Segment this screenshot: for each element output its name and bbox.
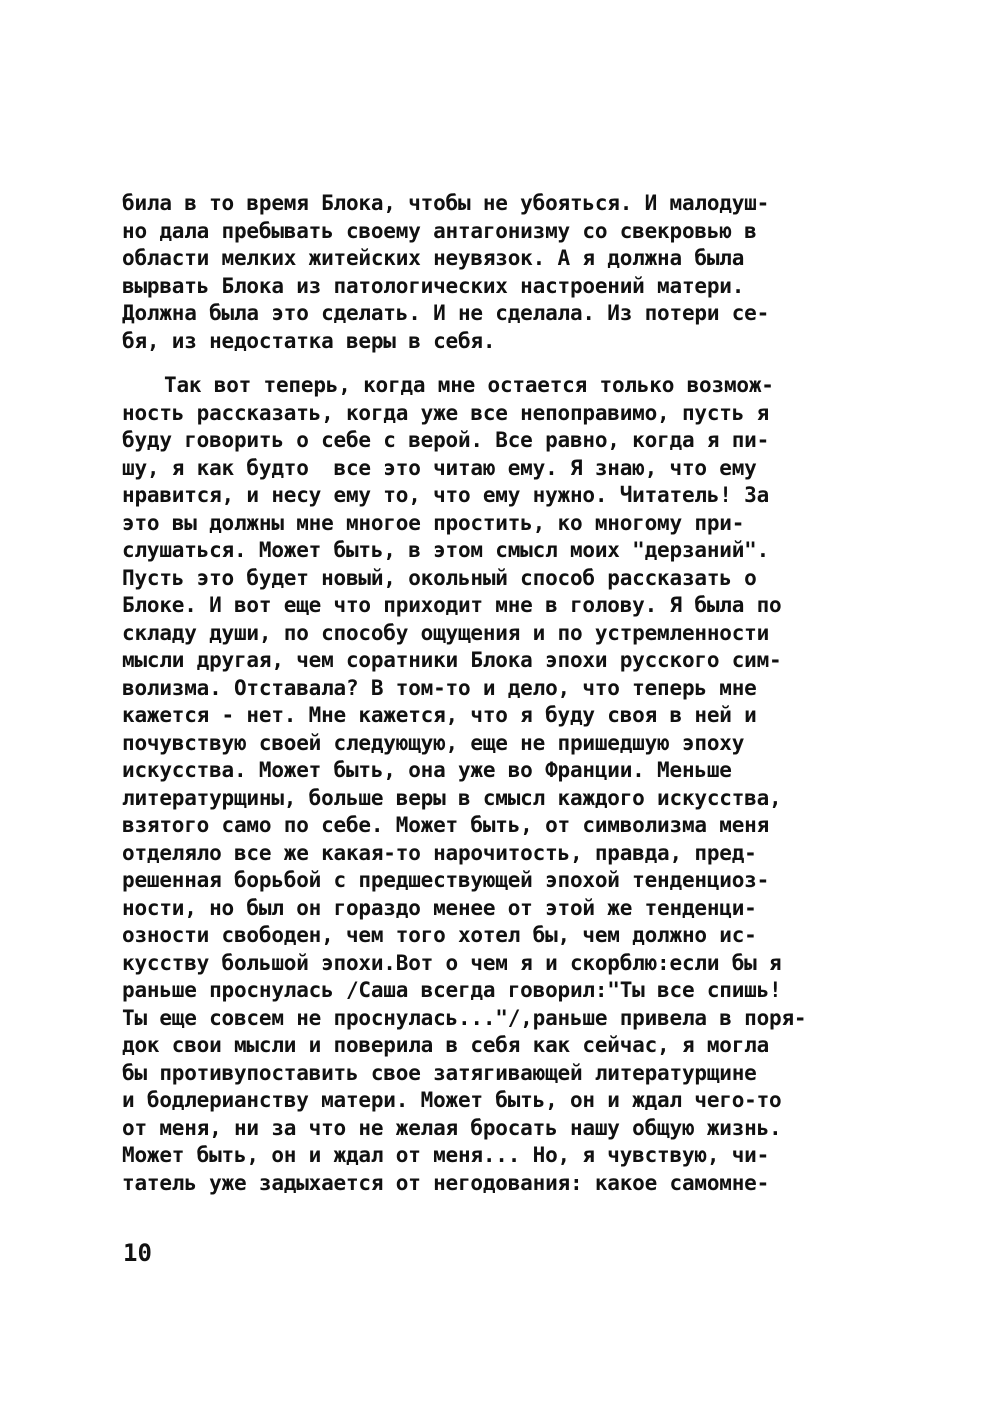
text-line: от меня, ни за что не желая бросать нашу общую жизнь. xyxy=(122,1115,782,1140)
text-line: это вы должны мне многое простить, ко многому при- xyxy=(122,510,745,535)
text-line: била в то время Блока, чтобы не убояться. И малодуш- xyxy=(122,191,770,215)
text-line: Должна была это сделать. И не сделала. Из потери се- xyxy=(122,301,770,325)
text-line: Блоке. И вот еще что приходит мне в голову. Я была по xyxy=(122,593,782,617)
text-line: буду говорить о себе с верой. Все равно, когда я пи- xyxy=(122,428,770,452)
text-line: бя, из недостатка веры в себя. xyxy=(122,328,496,353)
text-line: но дала пребывать своему антагонизму со свекровью в xyxy=(122,218,757,243)
paragraph-2 xyxy=(122,372,882,1197)
text-line: и бодлерианству матери. Может быть, он и ждал чего-то xyxy=(122,1088,782,1112)
text-line: кусству большой эпохи.Вот о чем я и скорблю:если бы я xyxy=(122,950,782,975)
text-line: взятого само по себе. Может быть, от символизма меня xyxy=(122,813,770,837)
paragraph-1 xyxy=(122,190,882,355)
text-line: татель уже задыхается от негодования: какое самомне- xyxy=(122,1170,770,1195)
text-line: нравится, и несу ему то, что ему нужно. Читатель! За xyxy=(122,483,770,507)
text-line: ность рассказать, когда уже все непоправимо, пусть я xyxy=(122,400,770,425)
text-line: Ты еще совсем не проснулась..."/,раньше привела в поря- xyxy=(122,1005,807,1030)
text-line: мысли другая, чем соратники Блока эпохи русского сим- xyxy=(122,648,782,672)
text-line: слушаться. Может быть, в этом смысл моих "дерзаний". xyxy=(122,538,770,562)
text-line: док свои мысли и поверила в себя как сейчас, я могла xyxy=(122,1033,770,1057)
text-line: почувствую своей следующую, еще не пришедшую эпоху xyxy=(122,730,745,755)
text-line: волизма. Отставала? В том-то и дело, что теперь мне xyxy=(122,675,757,700)
text-line: Может быть, он и ждал от меня... Но, я чувствую, чи- xyxy=(122,1143,770,1167)
text-line: Так вот теперь, когда мне остается только возмож- xyxy=(164,373,774,397)
text-line: бы противупоставить свое затягивающей литературщине xyxy=(122,1060,757,1085)
text-line: решенная борьбой с предшествующей эпохой тенденциоз- xyxy=(122,868,770,892)
text-line: области мелких житейских неувязок. А я должна была xyxy=(122,246,745,270)
text-line: искусства. Может быть, она уже во Франции. Меньше xyxy=(122,758,732,782)
text-line: складу души, по способу ощущения и по устремленности xyxy=(122,620,770,645)
text-line: озности свободен, чем того хотел бы, чем должно ис- xyxy=(122,923,757,947)
text-line: отделяло все же какая-то нарочитость, правда, пред- xyxy=(122,840,757,865)
text-line: вырвать Блока из патологических настроений матери. xyxy=(122,273,745,298)
text-line: литературщины, больше веры в смысл каждого искусства, xyxy=(122,785,782,810)
text-line: кажется - нет. Мне кажется, что я буду своя в ней и xyxy=(122,703,757,727)
text-line: ности, но был он гораздо менее от этой же тенденци- xyxy=(122,895,757,920)
text-line: шу, я как будто все это читаю ему. Я знаю, что ему xyxy=(122,455,757,480)
text-line: раньше проснулась /Саша всегда говорил:"Ты все спишь! xyxy=(122,978,782,1002)
text-line: Пусть это будет новый, окольный способ рассказать о xyxy=(122,565,757,590)
page-number: 10 xyxy=(123,1239,152,1267)
